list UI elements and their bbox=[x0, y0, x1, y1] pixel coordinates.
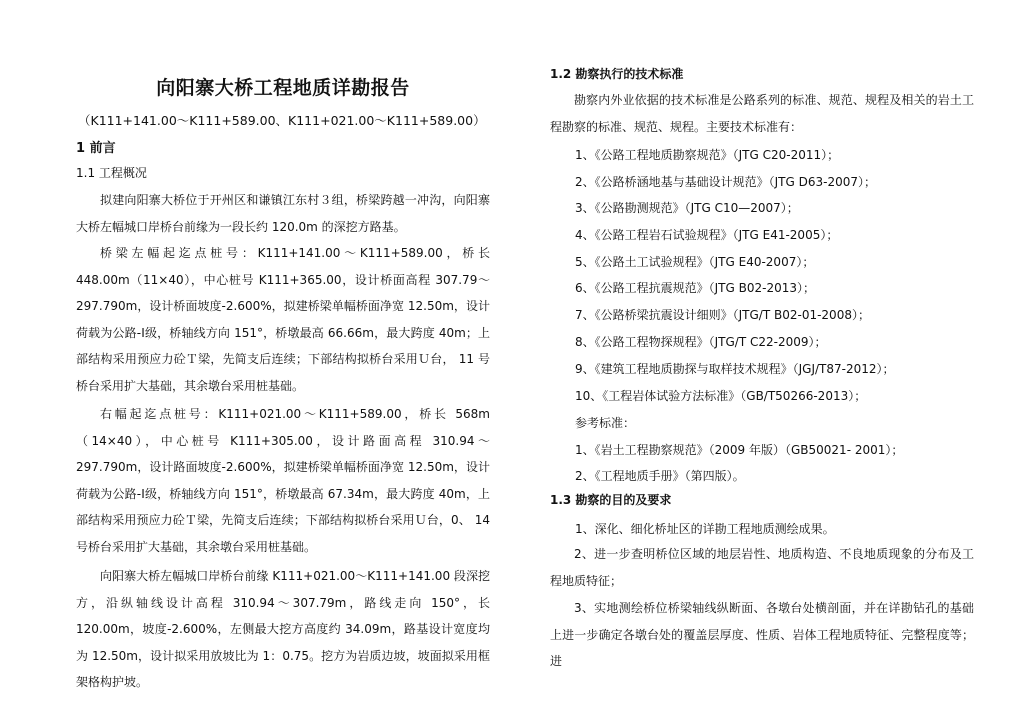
paragraph-overview-1: 拟建向阳寨大桥位于开州区和谦镇江东村３组，桥梁跨越一冲沟，向阳寨大桥左幅城口岸桥台前缘为一段长约 120.0m 的深挖方路基。 bbox=[76, 193, 490, 234]
standard-item: 5、《公路土工试验规程》（JTG E40-2007）； bbox=[575, 255, 815, 269]
standard-item: 9、《建筑工程地质勘探与取样技术规程》（JGJ/T87-2012）； bbox=[575, 362, 895, 376]
standard-item: 4、《公路工程岩石试验规程》（JTG E41-2005）； bbox=[575, 228, 839, 242]
standard-item: 2、《公路桥涵地基与基础设计规范》（JTG D63-2007）； bbox=[575, 175, 876, 189]
paragraph-left-span: 桥梁左幅起迄点桩号：K111+141.00～K111+589.00，桥长 448.00m（11×40），中心桩号 K111+365.00，设计桥面高程 307.79～297.790m，设计桥面坡度-2.600%，拟建桥梁单幅桥面净宽 12.50m，设计荷载为公路-Ⅰ级，桥轴线方向 151°，桥墩最高 66.66m，最大跨度 40m；上部结构采用预应力砼Ｔ梁，先简支后连续；下部结构拟桥台采用Ｕ台， 11 号桥台采用扩大基础，其余墩台采用桩基础。 bbox=[76, 246, 490, 393]
section-heading-preface: 1 前言 bbox=[76, 141, 116, 156]
report-title: 向阳寨大桥工程地质详勘报告 bbox=[156, 77, 410, 99]
standard-item: 10、《工程岩体试验方法标准》（GB/T50266-2013）； bbox=[575, 389, 867, 403]
standard-item: 7、《公路桥梁抗震设计细则》（JTG/T B02-01-2008）； bbox=[575, 308, 870, 322]
section-heading-overview: 1.1 工程概况 bbox=[76, 166, 147, 180]
paragraph-standards-intro: 勘察内外业依据的技术标准是公路系列的标准、规范、规程及相关的岩土工程勘察的标准、规范、规程。主要技术标准有： bbox=[550, 93, 974, 134]
standard-item: 1、《公路工程地质勘察规范》（JTG C20-2011）； bbox=[575, 148, 840, 162]
goal-item: 1、深化、细化桥址区的详勘工程地质测绘成果。 bbox=[575, 522, 835, 536]
section-heading-standards: 1.2 勘察执行的技术标准 bbox=[550, 67, 684, 81]
reference-label: 参考标准： bbox=[575, 416, 636, 430]
standard-item: 6、《公路工程抗震规范》（JTG B02-2013）； bbox=[575, 281, 815, 295]
standard-item: 8、《公路工程物探规程》（JTG/T C22-2009）； bbox=[575, 335, 827, 349]
paragraph-deep-cut: 向阳寨大桥左幅城口岸桥台前缘 K111+021.00～K111+141.00 段深挖方，沿纵轴线设计高程 310.94～307.79m，路线走向 150°，长 120.00m，坡度-2.600%，左侧最大挖方高度约 34.09m，路基设计宽度均为 12.50m，设计拟采用放坡比为 1：0.75。挖方为岩质边坡，坡面拟采用框架格构护坡。 bbox=[76, 569, 490, 689]
reference-item: 1、《岩土工程勘察规范》（2009 年版）（GB50021- 2001）； bbox=[575, 443, 904, 457]
reference-item: 2、《工程地质手册》（第四版）。 bbox=[575, 469, 745, 483]
paragraph-right-span: 右幅起迄点桩号：K111+021.00～K111+589.00，桥长 568m（14×40），中心桩号 K111+305.00，设计路面高程 310.94～297.790m，设计路面坡度-2.600%，拟建桥梁单幅桥面净宽 12.50m，设计荷载为公路-Ⅰ级，桥轴线方向 151°，桥墩最高 67.34m，最大跨度 40m，上部结构采用预应力砼Ｔ梁，先简支后连续；下部结构拟桥台采用Ｕ台，0、 14 号桥台采用扩大基础，其余墩台采用桩基础。 bbox=[76, 407, 490, 554]
goal-item: 3、实地测绘桥位桥梁轴线纵断面、各墩台处横剖面，并在详勘钻孔的基础上进一步确定各墩台处的覆盖层厚度、性质、岩体工程地质特征、完整程度等；进 bbox=[550, 601, 974, 668]
report-subtitle: （K111+141.00～K111+589.00、K111+021.00～K111+589.00） bbox=[78, 113, 486, 128]
section-heading-goals: 1.3 勘察的目的及要求 bbox=[550, 493, 672, 507]
standard-item: 3、《公路勘测规范》（JTG C10—2007）； bbox=[575, 201, 799, 215]
goal-item: 2、进一步查明桥位区域的地层岩性、地质构造、不良地质现象的分布及工程地质特征； bbox=[550, 547, 974, 588]
